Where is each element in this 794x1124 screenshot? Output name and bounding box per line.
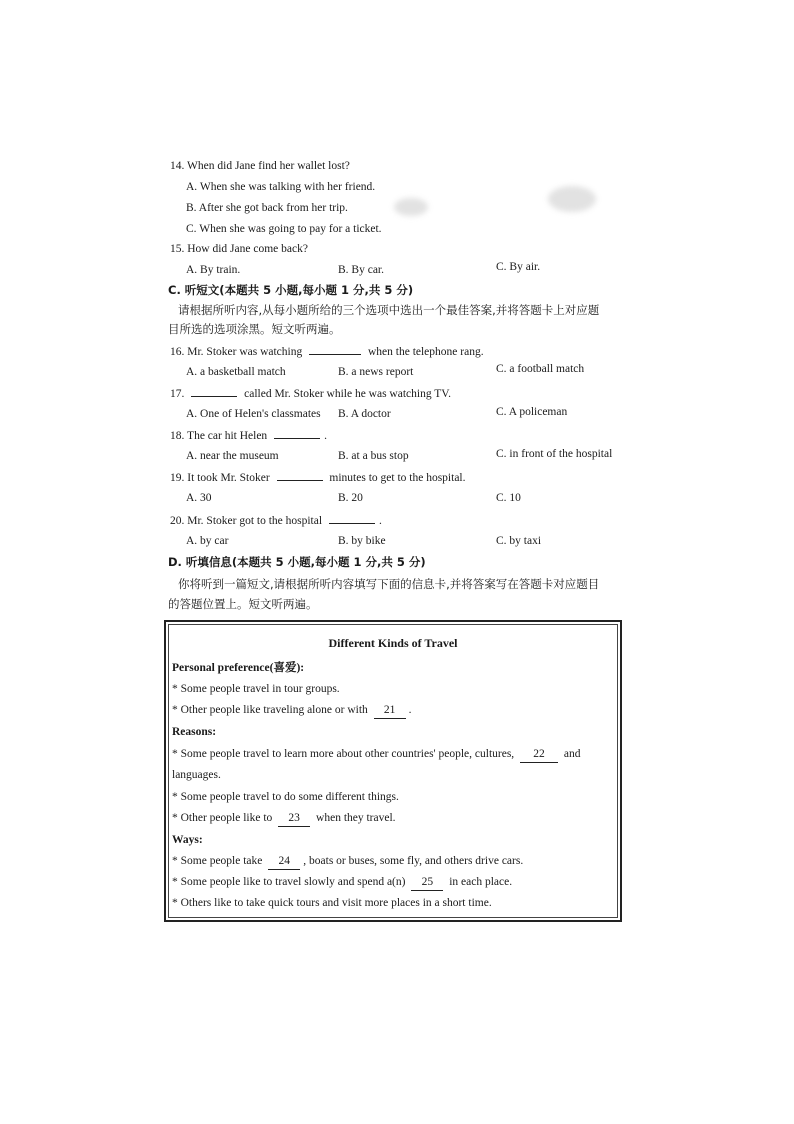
question-20-option-a: A. by car bbox=[186, 535, 229, 547]
ways-line-1-end: , boats or buses, some fly, and others drive cars. bbox=[303, 855, 524, 867]
preference-line-2-start: * Other people like traveling alone or with bbox=[172, 704, 368, 716]
answer-blank-22: 22 bbox=[520, 746, 558, 763]
personal-preference-heading: Personal preference(喜爱): bbox=[172, 662, 305, 674]
reason-line-1-continued: languages. bbox=[172, 769, 221, 781]
ways-line-2-start: * Some people like to travel slowly and spend a(n) bbox=[172, 876, 406, 888]
answer-blank-21: 21 bbox=[374, 702, 406, 719]
question-16-option-a: A. a basketball match bbox=[186, 366, 286, 378]
question-16-option-c: C. a football match bbox=[496, 363, 585, 375]
question-18-option-c: C. in front of the hospital bbox=[496, 448, 613, 460]
question-17-stem-end: called Mr. Stoker while he was watching TV. bbox=[244, 388, 451, 400]
preference-line-2 bbox=[172, 702, 412, 719]
question-16-stem bbox=[170, 343, 484, 360]
question-18-stem bbox=[170, 427, 327, 444]
question-19-option-b: B. 20 bbox=[338, 492, 363, 504]
question-18-stem-start: 18. The car hit Helen bbox=[170, 430, 268, 442]
question-18-stem-end: . bbox=[324, 430, 327, 442]
answer-blank bbox=[309, 343, 361, 355]
question-19-stem-start: 19. It took Mr. Stoker bbox=[170, 472, 270, 484]
ways-line-3: * Others like to take quick tours and visit more places in a short time. bbox=[172, 897, 492, 909]
preference-line-1: * Some people travel in tour groups. bbox=[172, 683, 340, 695]
answer-blank bbox=[277, 469, 323, 481]
reason-line-3-start: * Other people like to bbox=[172, 812, 273, 824]
ways-line-2 bbox=[172, 874, 512, 891]
ways-line-2-end: in each place. bbox=[449, 876, 513, 888]
question-20-stem-end: . bbox=[378, 515, 382, 527]
question-16-stem-end: when the telephone rang. bbox=[367, 346, 484, 358]
reason-line-1-end: and bbox=[563, 748, 581, 760]
reason-line-1 bbox=[172, 746, 581, 763]
ways-line-1-start: * Some people take bbox=[172, 855, 263, 867]
question-14-option-a: A. When she was talking with her friend. bbox=[186, 181, 376, 193]
answer-blank-25: 25 bbox=[411, 874, 443, 891]
reason-line-3-end: when they travel. bbox=[316, 812, 396, 824]
question-15-option-b: B. By car. bbox=[338, 264, 384, 276]
question-20-stem bbox=[170, 512, 382, 529]
answer-blank bbox=[274, 427, 320, 439]
section-d-heading: D. 听填信息(本题共 5 小题,每小题 1 分,共 5 分) bbox=[168, 555, 426, 569]
reason-line-3 bbox=[172, 810, 396, 827]
section-d-instruction-1: 你将听到一篇短文,请根据所听内容填写下面的信息卡,并将答案写在答题卡对应题目 bbox=[178, 577, 600, 591]
question-15-option-a: A. By train. bbox=[186, 264, 241, 276]
answer-blank bbox=[329, 512, 375, 524]
ways-line-1 bbox=[172, 853, 523, 870]
scan-smudge bbox=[394, 198, 428, 216]
question-14-stem: 14. When did Jane find her wallet lost? bbox=[170, 160, 350, 172]
question-19-option-c: C. 10 bbox=[496, 492, 521, 504]
question-19-stem bbox=[170, 469, 466, 486]
question-14-option-c: C. When she was going to pay for a ticket. bbox=[186, 223, 382, 235]
question-19-stem-end: minutes to get to the hospital. bbox=[329, 472, 466, 484]
question-15-stem: 15. How did Jane come back? bbox=[170, 243, 308, 255]
info-card-title: Different Kinds of Travel bbox=[328, 636, 458, 650]
section-c-heading: C. 听短文(本题共 5 小题,每小题 1 分,共 5 分) bbox=[168, 283, 414, 297]
question-17-option-b: B. A doctor bbox=[338, 408, 391, 420]
question-20-option-c: C. by taxi bbox=[496, 535, 542, 547]
question-20-stem-start: 20. Mr. Stoker got to the hospital bbox=[170, 515, 323, 527]
reasons-heading: Reasons: bbox=[172, 726, 217, 738]
question-15-option-c: C. By air. bbox=[496, 261, 541, 273]
answer-blank-24: 24 bbox=[268, 853, 300, 870]
question-14-option-b: B. After she got back from her trip. bbox=[186, 202, 348, 214]
answer-blank-23: 23 bbox=[278, 810, 310, 827]
info-card bbox=[164, 620, 622, 922]
question-16-stem-start: 16. Mr. Stoker was watching bbox=[170, 346, 303, 358]
section-c-instruction-1: 请根据所听内容,从每小题所给的三个选项中选出一个最佳答案,并将答题卡上对应题 bbox=[178, 303, 600, 317]
question-19-option-a: A. 30 bbox=[186, 492, 212, 504]
preference-line-2-end: . bbox=[408, 704, 412, 716]
question-20-option-b: B. by bike bbox=[338, 535, 386, 547]
reason-line-2: * Some people travel to do some different things. bbox=[172, 791, 399, 803]
question-16-option-b: B. a news report bbox=[338, 366, 414, 378]
question-17-option-c: C. A policeman bbox=[496, 406, 568, 418]
question-18-option-b: B. at a bus stop bbox=[338, 450, 409, 462]
section-d-instruction-2: 的答题位置上。短文听两遍。 bbox=[168, 597, 318, 611]
question-17-number: 17. bbox=[170, 388, 185, 400]
scan-smudge bbox=[548, 186, 596, 212]
section-c-instruction-2: 目所选的选项涂黑。短文听两遍。 bbox=[168, 322, 341, 336]
question-17-stem bbox=[170, 385, 451, 402]
answer-blank bbox=[191, 385, 237, 397]
question-18-option-a: A. near the museum bbox=[186, 450, 279, 462]
ways-heading: Ways: bbox=[172, 834, 203, 846]
reason-line-1-start: * Some people travel to learn more about other countries' people, cultures, bbox=[172, 748, 515, 760]
question-17-option-a: A. One of Helen's classmates bbox=[186, 408, 321, 420]
